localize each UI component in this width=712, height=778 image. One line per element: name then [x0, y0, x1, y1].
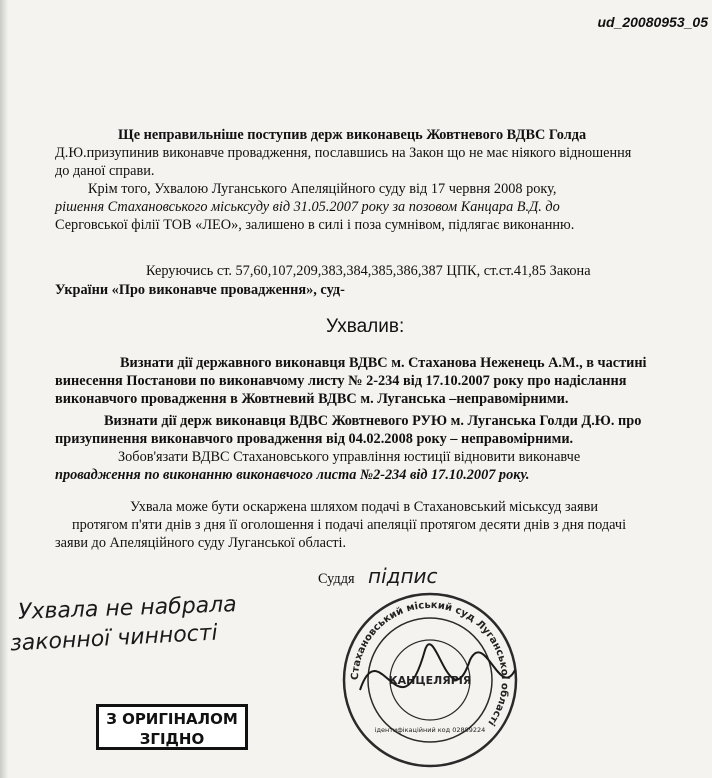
para-4-line-2: винесення Постанови по виконавчому листу № 2-234 від 17.10.2007 року про надіслання — [55, 373, 627, 389]
handnote-line-2: законної чинності — [9, 620, 219, 657]
handnote-line-1: Ухвала не набрала — [17, 592, 238, 625]
para-7-line-3: заяви до Апеляційного суду Луганської області. — [55, 535, 347, 551]
para-2-line-3: Серговської філії ТОВ «ЛЕО», залишено в силі і поза сумнівом, підлягає виконанню. — [55, 217, 575, 233]
para-3-line-2: України «Про виконавче провадження», суд- — [55, 282, 345, 298]
seal-center-text: КАНЦЕЛЯРІЯ — [388, 674, 472, 687]
judge-label: Суддя — [318, 571, 355, 587]
seal-code-text: ідентифікаційний код 02889224 — [374, 726, 486, 734]
judge-signature: підпис — [368, 564, 438, 588]
para-1-line-2: Д.Ю.призупинив виконавче провадження, пославшись на Закон що не має ніякого відношення — [55, 145, 632, 161]
para-4-line-3: виконавчого провадження в Жовтневий ВДВС м. Луганська –неправомірними. — [55, 391, 569, 407]
para-2-line-1: Крім того, Ухвалою Луганського Апеляційного суду від 17 червня 2008 року, — [88, 181, 557, 197]
court-seal — [340, 590, 520, 770]
para-7-line-2: протягом п'яти днів з дня її оголошення і подачі апеляції протягом десяти днів з дня подачі — [72, 517, 627, 533]
para-3-line-1: Керуючись ст. 57,60,107,209,383,384,385,386,387 ЦПК, ст.ст.41,85 Закона — [146, 263, 591, 279]
para-4-line-1: Визнати дії державного виконавця ВДВС м. Стаханова Неженець А.М., в частині — [120, 355, 647, 371]
certified-copy-stamp — [96, 704, 248, 750]
para-2-line-2: рішення Стахановського міськсуду від 31.05.2007 року за позовом Канцара В.Д. до — [55, 199, 560, 215]
scan-edge — [0, 0, 8, 778]
para-5-line-2: призупинення виконавчого провадження від 04.02.2008 року – неправомірними. — [55, 431, 574, 447]
para-7-line-1: Ухвала може бути оскаржена шляхом подачі в Стахановський міськсуд заяви — [130, 499, 598, 515]
stamp-line-1: З ОРИГІНАЛОМ — [106, 710, 238, 728]
document-id: ud_20080953_05 — [597, 14, 708, 30]
ruling-heading: Ухвалив: — [326, 316, 405, 337]
para-1-line-3: до даної справи. — [55, 163, 155, 179]
para-1-line-1: Ще неправильніше поступив держ виконавець Жовтневого ВДВС Голда — [118, 127, 587, 143]
para-5-line-1: Визнати дії держ виконавця ВДВС Жовтневого РУЮ м. Луганська Голди Д.Ю. про — [104, 413, 642, 429]
para-6-line-1: Зобов'язати ВДВС Стахановського управління юстиції відновити виконавче — [118, 449, 581, 465]
stamp-line-2: ЗГІДНО — [139, 730, 205, 748]
para-6-line-2: провадження по виконанню виконавчого листа №2-234 від 17.10.2007 року. — [55, 467, 530, 483]
seal-ring-text: Стахановський міський суд Луганської області — [349, 599, 511, 728]
